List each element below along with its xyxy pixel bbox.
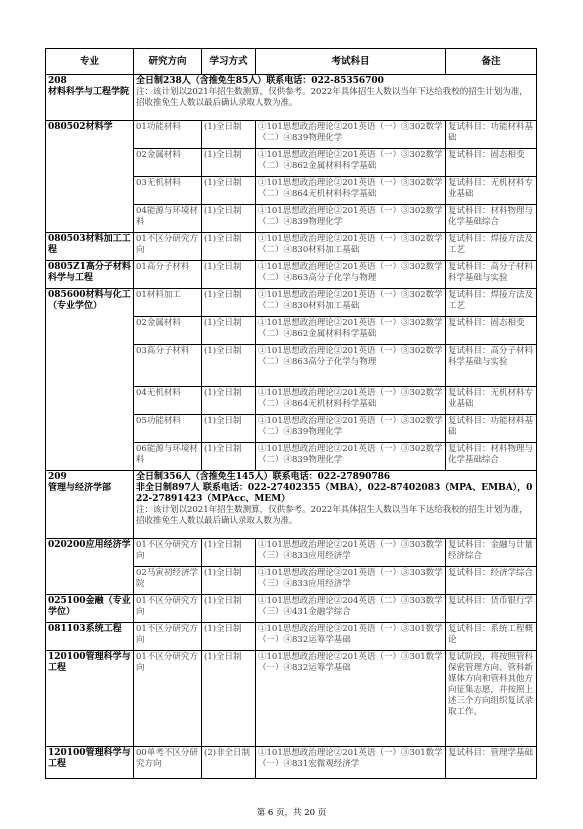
table-row bbox=[46, 747, 537, 779]
major-cell: 081103系统工程 bbox=[46, 623, 134, 651]
direction-cell: 06能源与环境材料 bbox=[134, 443, 202, 471]
direction-cell: 00单考不区分研究方向 bbox=[134, 747, 202, 779]
header-subjects: 考试科目 bbox=[256, 49, 446, 75]
direction-cell: 02金属材料 bbox=[134, 149, 202, 177]
mode-cell: (1)全日制 bbox=[202, 567, 256, 595]
remarks-cell: 复试科目：焊接方法及工艺 bbox=[446, 289, 537, 317]
direction-cell: 04能源与环境材料 bbox=[134, 205, 202, 233]
remarks-cell: 复试科目：无机材料专业基础 bbox=[446, 177, 537, 205]
remarks-cell: 复试阶段，将按照管科保密管理方向、管科新媒体方向和管科其他方向征集志愿，并按照上述三个方向组织复试录取工作。 bbox=[446, 651, 537, 747]
mode-cell: (1)全日制 bbox=[202, 345, 256, 387]
college-banner-row bbox=[46, 75, 537, 121]
college-contact: 全日制238人（含推免生85人）联系电话：022-85356700 bbox=[136, 76, 384, 86]
major-cell: 0805Z1高分子材料科学与工程 bbox=[46, 261, 134, 289]
college-banner bbox=[134, 471, 537, 539]
subjects-cell: ①101思想政治理论②201英语（一）③301数学（一）④832运筹学基础 bbox=[256, 651, 446, 747]
remarks-cell: 复试科目：高分子材料科学基础与实验 bbox=[446, 345, 537, 387]
subjects-cell: ①101思想政治理论②201英语（一）③302数学（二）④864无机材料科学基础 bbox=[256, 387, 446, 415]
table-row bbox=[46, 261, 537, 289]
remarks-cell: 复试科目：系统工程概论 bbox=[446, 623, 537, 651]
college-contact-parttime: 非全日制897人 联系电话：022-27402355（MBA），022-87402083（MPA、EMBA），022-27891423（MPAcc、MEM） bbox=[136, 483, 533, 504]
remarks-cell: 复试科目：金融与计量经济综合 bbox=[446, 539, 537, 567]
subjects-cell: ①101思想政治理论②201英语（一）③302数学（二）④839物理化学 bbox=[256, 205, 446, 233]
subjects-cell: ①101思想政治理论②201英语（一）③301数学（一）④831宏微观经济学 bbox=[256, 747, 446, 779]
direction-cell: 03高分子材料 bbox=[134, 345, 202, 387]
college-208-body bbox=[46, 75, 537, 471]
mode-cell: (1)全日制 bbox=[202, 233, 256, 261]
table-row bbox=[46, 539, 537, 567]
table-row bbox=[46, 233, 537, 261]
subjects-cell: ①101思想政治理论②201英语（一）③302数学（二）④863高分子化学与物理 bbox=[256, 345, 446, 387]
subjects-cell: ①101思想政治理论②201英语（一）③301数学（一）④832运筹学基础 bbox=[256, 623, 446, 651]
remarks-cell: 复试科目：无机材料专业基础 bbox=[446, 387, 537, 415]
direction-cell: 01不区分研究方向 bbox=[134, 595, 202, 623]
mode-cell: (1)全日制 bbox=[202, 121, 256, 149]
college-banner bbox=[134, 75, 537, 121]
mode-cell: (1)全日制 bbox=[202, 595, 256, 623]
mode-cell: (1)全日制 bbox=[202, 623, 256, 651]
subjects-cell: ①101思想政治理论②201英语（一）③302数学（二）④863高分子化学与物理 bbox=[256, 261, 446, 289]
header-remarks: 备注 bbox=[446, 49, 537, 75]
college-note: 注：该计划以2021年招生数测算，仅供参考。2022年具体招生人数以当年下达给我校的招生计划为准，招收推免生人数以最后确认录取人数为准。 bbox=[136, 87, 528, 108]
college-name: 208 材料科学与工程学院 bbox=[46, 75, 134, 121]
remarks-cell: 复试科目：功能材料基础 bbox=[446, 121, 537, 149]
mode-cell: (1)全日制 bbox=[202, 651, 256, 747]
major-cell: 085600材料与化工（专业学位） bbox=[46, 289, 134, 471]
mode-cell: (1)全日制 bbox=[202, 261, 256, 289]
mode-cell: (1)全日制 bbox=[202, 415, 256, 443]
direction-cell: 01不区分研究方向 bbox=[134, 539, 202, 567]
page-footer: 第 6 页，共 20 页 bbox=[256, 808, 327, 818]
subjects-cell: ①101思想政治理论②201英语（一）③302数学（二）④839物理化学 bbox=[256, 443, 446, 471]
college-name: 209 管理与经济学部 bbox=[46, 471, 134, 539]
college-209-body bbox=[46, 471, 537, 779]
subjects-cell: ①101思想政治理论②201英语（一）③302数学（二）④864无机材料科学基础 bbox=[256, 177, 446, 205]
direction-cell: 04无机材料 bbox=[134, 387, 202, 415]
major-cell: 025100金融（专业学位） bbox=[46, 595, 134, 623]
admission-table bbox=[45, 48, 537, 779]
major-cell: 120100管理科学与工程 bbox=[46, 747, 134, 779]
direction-cell: 03无机材料 bbox=[134, 177, 202, 205]
header-mode: 学习方式 bbox=[202, 49, 256, 75]
header-direction: 研究方向 bbox=[134, 49, 202, 75]
mode-cell: (1)全日制 bbox=[202, 177, 256, 205]
table-row bbox=[46, 595, 537, 623]
subjects-cell: ①101思想政治理论②201英语（一）③302数学（二）④839物理化学 bbox=[256, 121, 446, 149]
remarks-cell: 复试科目：管理学基础 bbox=[446, 747, 537, 779]
college-contact-fulltime: 全日制356人（含推免生145人）联系电话：022-27890786 bbox=[136, 472, 391, 482]
subjects-cell: ①101思想政治理论②201英语（一）③302数学（二）④839物理化学 bbox=[256, 415, 446, 443]
mode-cell: (1)全日制 bbox=[202, 289, 256, 317]
remarks-cell: 复试科目：固态相变 bbox=[446, 317, 537, 345]
mode-cell: (1)全日制 bbox=[202, 149, 256, 177]
subjects-cell: ①101思想政治理论②201英语（一）③302数学（二）④830材料加工基础 bbox=[256, 233, 446, 261]
direction-cell: 01材料加工 bbox=[134, 289, 202, 317]
mode-cell: (2)非全日制 bbox=[202, 747, 256, 779]
remarks-cell: 复试科目：高分子材料科学基础与实验 bbox=[446, 261, 537, 289]
remarks-cell: 复试科目：功能材料基础 bbox=[446, 415, 537, 443]
header-row bbox=[46, 49, 537, 75]
college-note: 注：该计划以2021年招生数测算，仅供参考。2022年具体招生人数以当年下达给我校的招生计划为准，招收推免生人数以最后确认录取人数为准。 bbox=[136, 505, 528, 526]
subjects-cell: ①101思想政治理论②201英语（一）③303数学（三）④833应用经济学 bbox=[256, 539, 446, 567]
direction-cell: 02金属材料 bbox=[134, 317, 202, 345]
table-row bbox=[46, 289, 537, 317]
subjects-cell: ①101思想政治理论②201英语（一）③302数学（二）④830材料加工基础 bbox=[256, 289, 446, 317]
major-cell: 020200应用经济学 bbox=[46, 539, 134, 595]
subjects-cell: ①101思想政治理论②201英语（一）③302数学（二）④862金属材料科学基础 bbox=[256, 149, 446, 177]
direction-cell: 02马寅初经济学院 bbox=[134, 567, 202, 595]
remarks-cell: 复试科目：经济学综合 bbox=[446, 567, 537, 595]
mode-cell: (1)全日制 bbox=[202, 317, 256, 345]
table-row bbox=[46, 651, 537, 747]
direction-cell: 01高分子材料 bbox=[134, 261, 202, 289]
remarks-cell: 复试科目：固态相变 bbox=[446, 149, 537, 177]
mode-cell: (1)全日制 bbox=[202, 443, 256, 471]
direction-cell: 01不区分研究方向 bbox=[134, 233, 202, 261]
subjects-cell: ①101思想政治理论②201英语（一）③302数学（二）④862金属材料科学基础 bbox=[256, 317, 446, 345]
remarks-cell: 复试科目：焊接方法及工艺 bbox=[446, 233, 537, 261]
subjects-cell: ①101思想政治理论②204英语（二）③303数学（三）④431金融学综合 bbox=[256, 595, 446, 623]
mode-cell: (1)全日制 bbox=[202, 539, 256, 567]
college-banner-row bbox=[46, 471, 537, 539]
mode-cell: (1)全日制 bbox=[202, 205, 256, 233]
table-row bbox=[46, 623, 537, 651]
major-cell: 080502材料学 bbox=[46, 121, 134, 233]
direction-cell: 01不区分研究方向 bbox=[134, 623, 202, 651]
remarks-cell: 复试科目：材料物理与化学基础综合 bbox=[446, 443, 537, 471]
remarks-cell: 复试科目：材料物理与化学基础综合 bbox=[446, 205, 537, 233]
direction-cell: 01不区分研究方向 bbox=[134, 651, 202, 747]
major-cell: 120100管理科学与工程 bbox=[46, 651, 134, 747]
subjects-cell: ①101思想政治理论②201英语（一）③303数学（三）④833应用经济学 bbox=[256, 567, 446, 595]
direction-cell: 01功能材料 bbox=[134, 121, 202, 149]
mode-cell: (1)全日制 bbox=[202, 387, 256, 415]
direction-cell: 05功能材料 bbox=[134, 415, 202, 443]
table-row bbox=[46, 121, 537, 149]
remarks-cell: 复试科目：货币银行学 bbox=[446, 595, 537, 623]
major-cell: 080503材料加工工程 bbox=[46, 233, 134, 261]
header-major: 专业 bbox=[46, 49, 134, 75]
